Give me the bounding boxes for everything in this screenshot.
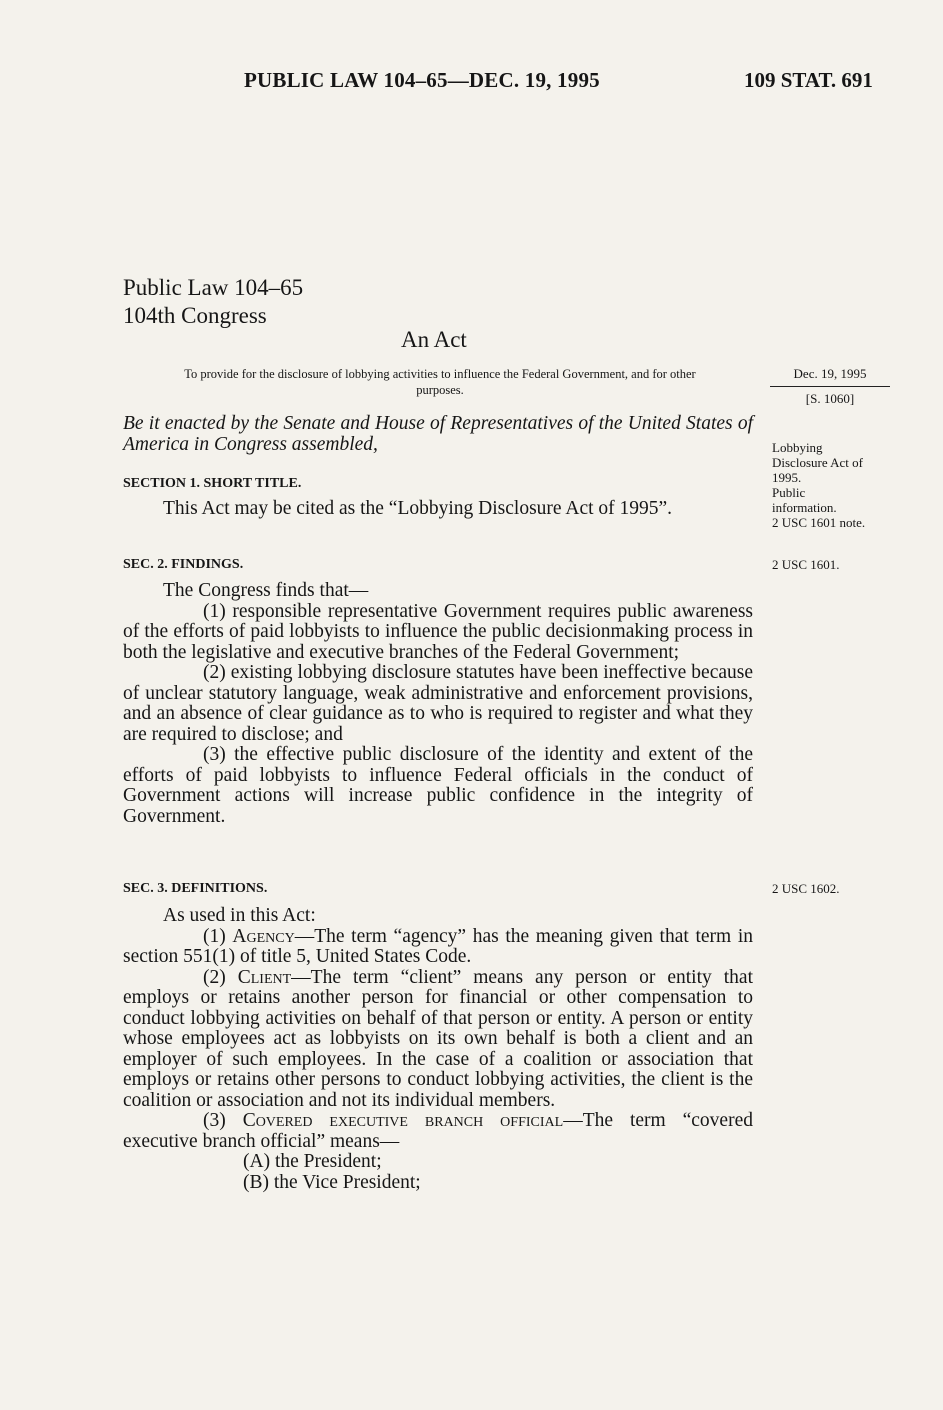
subparagraph-a: (A) the President; — [243, 1151, 382, 1172]
margin-note-line: Disclosure Act of — [772, 455, 863, 470]
bill-number: [S. 1060] — [805, 391, 855, 406]
term-covered-official: Covered executive branch official — [242, 1110, 564, 1131]
margin-note-line: information. — [772, 500, 837, 515]
margin-note-line: Public — [772, 485, 806, 500]
margin-note-line: 2 USC 1601 note. — [772, 515, 866, 530]
margin-note-definitions: 2 USC 1602. — [772, 881, 840, 896]
enactment-date: Dec. 19, 1995 — [793, 366, 867, 381]
section-1-body — [123, 499, 753, 520]
margin-date-box — [770, 366, 890, 407]
finding-item: (1) responsible representative Government requires public awareness of the efforts of paid lobbyists to influence the public decisionmaking process in both the legislative and executive branches of the Federal Government; — [123, 600, 753, 663]
subparagraph-b: (B) the Vice President; — [243, 1171, 421, 1193]
stat-page-number: 109 STAT. 691 — [744, 68, 873, 92]
act-heading: An Act — [401, 327, 467, 352]
law-title-block — [123, 274, 303, 330]
public-law-number: Public Law 104–65 — [123, 275, 304, 300]
findings-intro: The Congress finds that— — [163, 580, 369, 601]
term-client: Client — [237, 966, 292, 988]
margin-note-findings: 2 USC 1601. — [772, 557, 840, 572]
enacting-clause: Be it enacted by the Senate and House of Representatives of the United States of America in Congress assembled, — [123, 413, 753, 455]
purpose-statement: To provide for the disclosure of lobbying activities to influence the Federal Government, and for other purposes. — [184, 367, 696, 397]
section-3-body — [123, 906, 753, 1193]
definitions-intro: As used in this Act: — [163, 905, 316, 926]
short-title-text: This Act may be cited as the “Lobbying Disclosure Act of 1995”. — [163, 498, 673, 519]
margin-note-short-title — [772, 440, 865, 530]
running-head: PUBLIC LAW 104–65—DEC. 19, 1995 — [244, 68, 600, 92]
congress-number: 104th Congress — [123, 303, 267, 328]
section-3-heading: SEC. 3. DEFINITIONS. — [123, 881, 268, 896]
finding-item: (3) the effective public disclosure of the identity and extent of the efforts of paid lobbyists to influence Federal officials in the conduct of Government actions will increase public confidence in the integrity of Government. — [123, 744, 753, 827]
definition-agency: (1) Agency—The term “agency” has the meaning given that term in section 551(1) of title 5, United States Code. — [123, 925, 753, 967]
definition-client: (2) Client—The term “client” means any person or entity that employs or retains another person for financial or other compensation to conduct lobbying activities on behalf of that person or entity. A person or entity whose employees act as lobbyists on its own behalf is both a client and an employer of such employees. In the case of a coalition or association that employs or retains other persons to conduct lobbying activities, the client is the coalition or association and not its individual members. — [123, 966, 753, 1111]
finding-item: (2) existing lobbying disclosure statutes have been ineffective because of unclear statutory language, weak administrative and enforcement provisions, and an absence of clear guidance as to who is required to register and what they are required to disclose; and — [123, 662, 753, 745]
term-agency: Agency — [232, 925, 295, 947]
section-2-body — [123, 581, 753, 827]
section-2-heading: SEC. 2. FINDINGS. — [123, 557, 244, 572]
definition-text: —The term “covered executive branch official” means— — [123, 1110, 753, 1152]
margin-note-line: 1995. — [772, 470, 802, 485]
section-1-heading: SECTION 1. SHORT TITLE. — [123, 476, 302, 491]
margin-note-line: Lobbying — [772, 440, 823, 455]
definition-text: —The term “client” means any person or entity that employs or retains another person for financial or other compensation to conduct lobbying activities on behalf of that person or entity. A person or entity whose employees act as lobbyists on its own behalf is both a client and an employer of such employees. In the case of a coalition or association that employs or retains other persons to conduct lobbying activities, the client is the coalition or association and not its individual members. — [123, 966, 753, 1111]
definition-text: —The term “agency” has the meaning given that term in section 551(1) of title 5, United States Code. — [123, 925, 753, 967]
definition-covered-official: (3) Covered executive branch official—The term “covered executive branch official” means— — [123, 1110, 753, 1152]
date-divider — [770, 386, 890, 387]
